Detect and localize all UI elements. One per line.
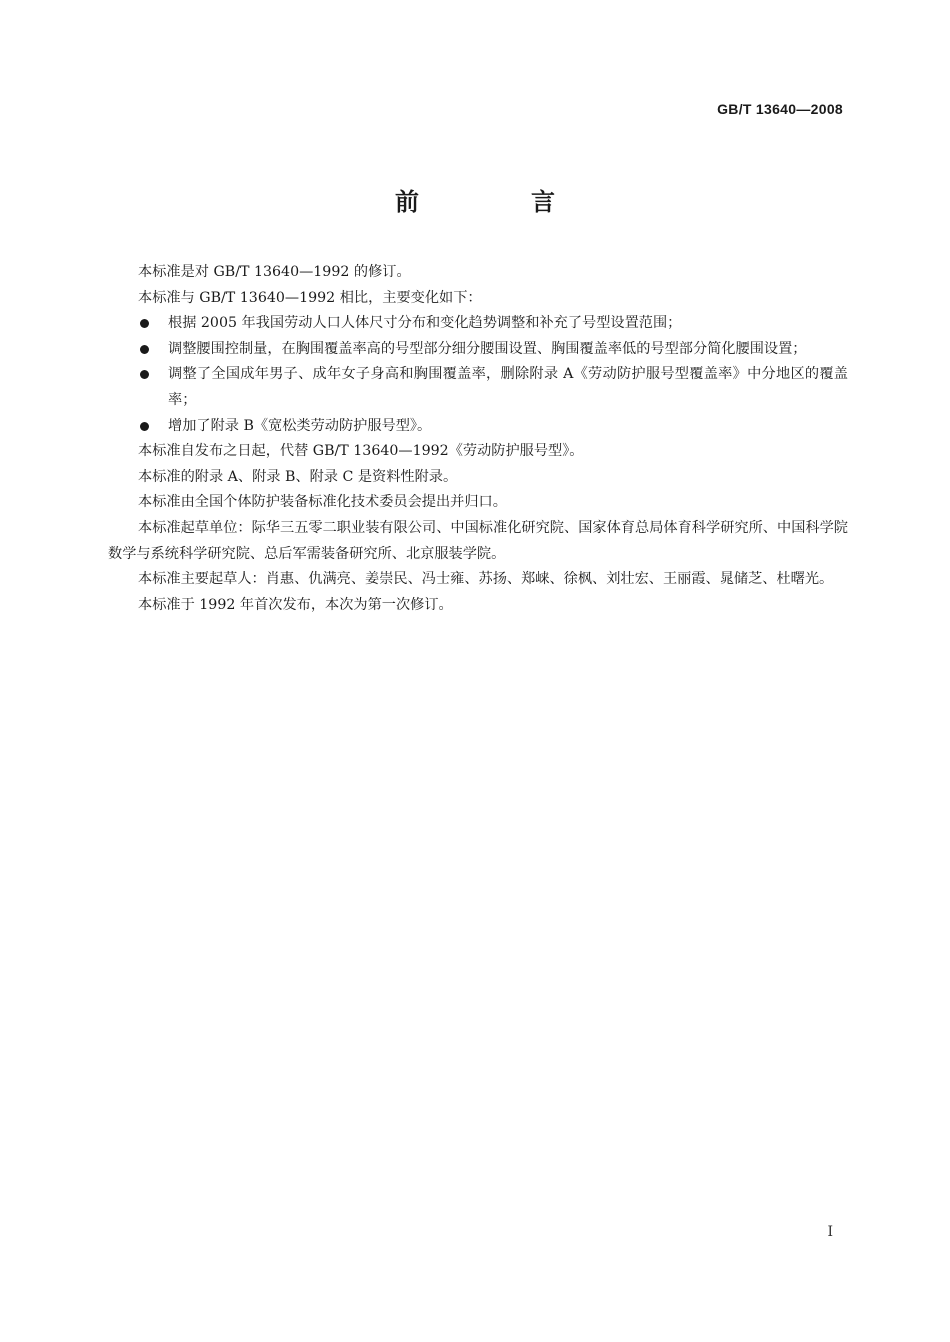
paragraph: 本标准与 GB/T 13640—1992 相比，主要变化如下： (138, 289, 482, 306)
bullet-text: 调整腰围控制量，在胸围覆盖率高的号型部分细分腰围设置、胸围覆盖率低的号型部分简化腰围设置； (168, 340, 807, 357)
foreword-body (108, 260, 848, 618)
bullet-text: 根据 2005 年我国劳动人口人体尺寸分布和变化趋势调整和补充了号型设置范围； (168, 315, 682, 332)
bullet-dot-icon (140, 370, 149, 379)
bullet-dot-icon (140, 345, 149, 354)
bullet-text: 增加了附录 B《宽松类劳动防护服号型》。 (168, 417, 432, 434)
bullet-item (108, 362, 848, 413)
page-title: 前 言 (395, 188, 599, 216)
bullet-item (108, 337, 848, 363)
bullet-text: 调整了全国成年男子、成年女子身高和胸围覆盖率，删除附录 A《劳动防护服号型覆盖率》中分地区的覆盖率； (168, 366, 848, 408)
bullet-dot-icon (140, 319, 149, 328)
paragraph: 本标准由全国个体防护装备标准化技术委员会提出并归口。 (138, 494, 507, 511)
page-number: I (827, 1224, 833, 1240)
standard-code: GB/T 13640—2008 (717, 101, 843, 117)
bullet-dot-icon (140, 422, 149, 431)
paragraph: 本标准主要起草人：肖惠、仇满亮、姜崇民、冯士雍、苏扬、郑崃、徐枫、刘壮宏、王丽霞、晁储芝、杜曙光。 (138, 571, 834, 588)
paragraph: 本标准的附录 A、附录 B、附录 C 是资料性附录。 (138, 468, 458, 485)
paragraph: 本标准于 1992 年首次发布，本次为第一次修订。 (138, 596, 453, 613)
bullet-item (108, 311, 848, 337)
paragraph: 本标准自发布之日起，代替 GB/T 13640—1992《劳动防护服号型》。 (138, 443, 584, 460)
paragraph: 本标准起草单位：际华三五零二职业装有限公司、中国标准化研究院、国家体育总局体育科学研究所、中国科学院数学与系统科学研究院、总后军需装备研究所、北京服装学院。 (108, 519, 848, 562)
bullet-item (108, 414, 848, 440)
paragraph: 本标准是对 GB/T 13640—1992 的修订。 (138, 264, 411, 280)
